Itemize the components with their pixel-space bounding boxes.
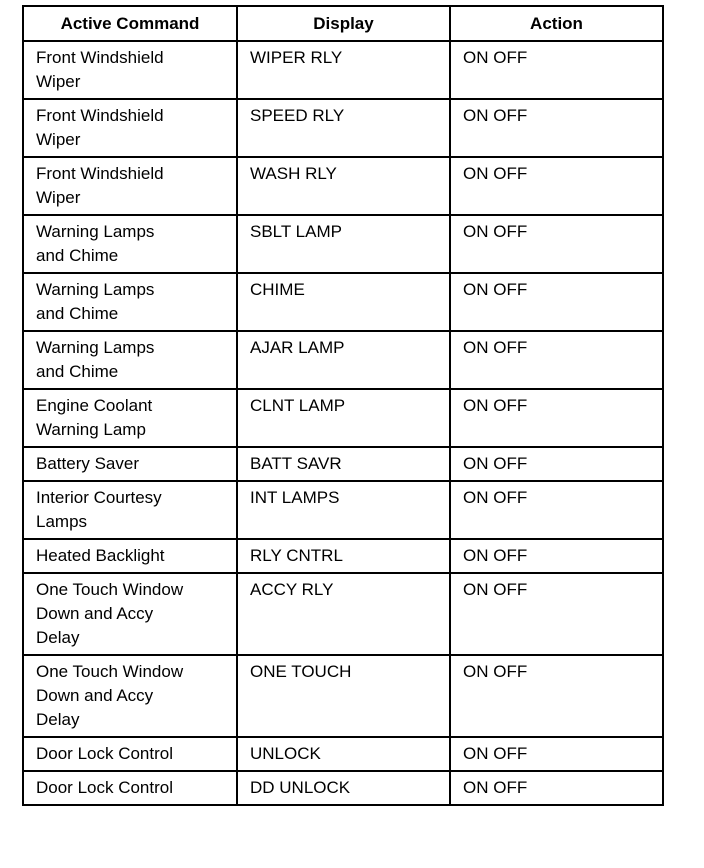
command-cell — [23, 215, 237, 273]
action-text: ON OFF — [463, 454, 528, 473]
action-text: ON OFF — [463, 778, 528, 797]
command-text: Battery Saver — [36, 454, 139, 473]
action-text: ON OFF — [463, 662, 528, 681]
command-cell — [23, 655, 237, 737]
action-cell — [450, 737, 663, 771]
table-row — [23, 737, 663, 771]
action-cell — [450, 215, 663, 273]
command-text: Warning Lamps and Chime — [36, 338, 155, 381]
action-cell — [450, 99, 663, 157]
command-text: Door Lock Control — [36, 778, 174, 797]
table-row — [23, 389, 663, 447]
command-text: Warning Lamps and Chime — [36, 280, 155, 323]
command-text: Front Windshield Wiper — [36, 106, 164, 149]
table-row — [23, 655, 663, 737]
command-cell — [23, 99, 237, 157]
command-text: One Touch Window Down and Accy Delay — [36, 662, 184, 729]
command-text: One Touch Window Down and Accy Delay — [36, 580, 184, 647]
command-text: Warning Lamps and Chime — [36, 222, 155, 265]
display-text: BATT SAVR — [250, 454, 342, 473]
action-cell — [450, 273, 663, 331]
action-text: ON OFF — [463, 280, 528, 299]
action-cell — [450, 573, 663, 655]
display-text: WIPER RLY — [250, 48, 343, 67]
table-row — [23, 273, 663, 331]
action-text: ON OFF — [463, 546, 528, 565]
display-text: SBLT LAMP — [250, 222, 342, 241]
command-cell — [23, 331, 237, 389]
action-text: ON OFF — [463, 744, 528, 763]
header-action: Action — [450, 6, 663, 41]
action-cell — [450, 655, 663, 737]
command-cell — [23, 389, 237, 447]
action-cell — [450, 331, 663, 389]
display-text: ONE TOUCH — [250, 662, 352, 681]
command-text: Heated Backlight — [36, 546, 165, 565]
action-text: ON OFF — [463, 48, 528, 67]
command-cell — [23, 771, 237, 805]
display-text: WASH RLY — [250, 164, 337, 183]
action-text: ON OFF — [463, 106, 528, 125]
display-cell — [237, 481, 450, 539]
header-active-command: Active Command — [23, 6, 237, 41]
display-text: DD UNLOCK — [250, 778, 351, 797]
table-row — [23, 41, 663, 99]
table-row — [23, 539, 663, 573]
display-cell — [237, 539, 450, 573]
table-row — [23, 481, 663, 539]
display-text: AJAR LAMP — [250, 338, 345, 357]
action-cell — [450, 481, 663, 539]
table-header-row — [23, 6, 663, 41]
command-text: Front Windshield Wiper — [36, 164, 164, 207]
display-text: INT LAMPS — [250, 488, 340, 507]
action-cell — [450, 447, 663, 481]
command-text: Door Lock Control — [36, 744, 174, 763]
header-display: Display — [237, 6, 450, 41]
display-text: CLNT LAMP — [250, 396, 346, 415]
action-text: ON OFF — [463, 338, 528, 357]
display-text: SPEED RLY — [250, 106, 345, 125]
display-cell — [237, 655, 450, 737]
action-text: ON OFF — [463, 164, 528, 183]
command-cell — [23, 481, 237, 539]
action-cell — [450, 157, 663, 215]
display-cell — [237, 157, 450, 215]
display-cell — [237, 573, 450, 655]
table-row — [23, 331, 663, 389]
command-cell — [23, 41, 237, 99]
display-text: ACCY RLY — [250, 580, 334, 599]
command-text: Front Windshield Wiper — [36, 48, 164, 91]
command-text: Engine Coolant Warning Lamp — [36, 396, 153, 439]
display-cell — [237, 273, 450, 331]
display-cell — [237, 389, 450, 447]
display-cell — [237, 215, 450, 273]
command-cell — [23, 573, 237, 655]
action-cell — [450, 389, 663, 447]
action-text: ON OFF — [463, 396, 528, 415]
command-cell — [23, 539, 237, 573]
command-cell — [23, 737, 237, 771]
display-cell — [237, 99, 450, 157]
action-text: ON OFF — [463, 488, 528, 507]
active-command-table — [22, 5, 664, 806]
display-cell — [237, 771, 450, 805]
table-row — [23, 215, 663, 273]
display-text: UNLOCK — [250, 744, 321, 763]
command-cell — [23, 273, 237, 331]
action-text: ON OFF — [463, 222, 528, 241]
table-row — [23, 771, 663, 805]
table-row — [23, 157, 663, 215]
command-cell — [23, 447, 237, 481]
command-cell — [23, 157, 237, 215]
display-text: RLY CNTRL — [250, 546, 343, 565]
action-cell — [450, 41, 663, 99]
action-cell — [450, 539, 663, 573]
action-text: ON OFF — [463, 580, 528, 599]
display-cell — [237, 331, 450, 389]
command-text: Interior Courtesy Lamps — [36, 488, 162, 531]
display-cell — [237, 737, 450, 771]
display-text: CHIME — [250, 280, 305, 299]
display-cell — [237, 41, 450, 99]
action-cell — [450, 771, 663, 805]
table-row — [23, 99, 663, 157]
table-row — [23, 447, 663, 481]
table-row — [23, 573, 663, 655]
display-cell — [237, 447, 450, 481]
